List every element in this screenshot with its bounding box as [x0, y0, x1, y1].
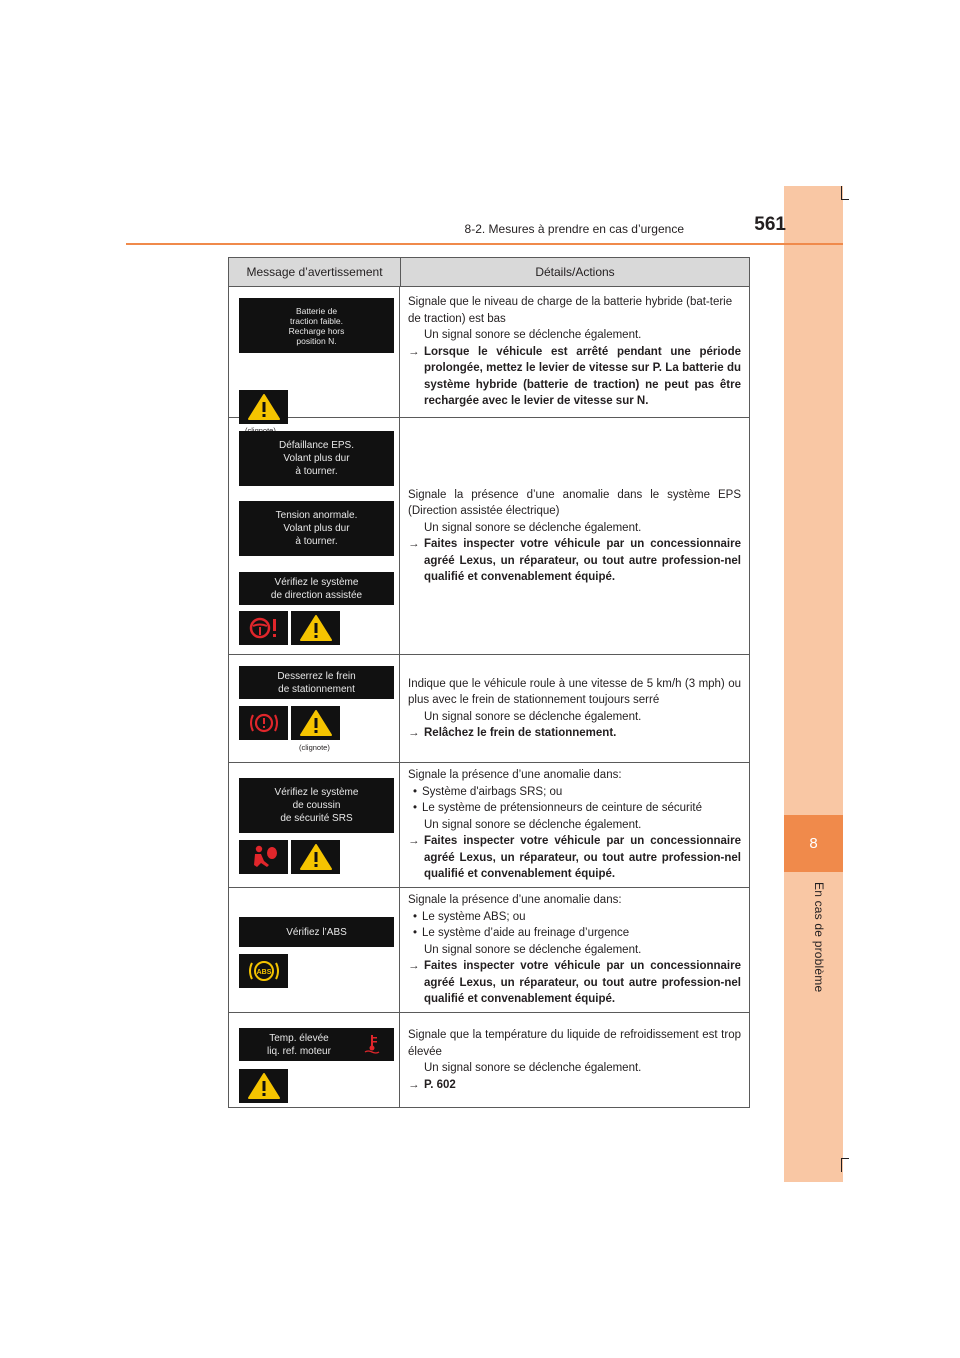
bullet-item	[408, 784, 741, 801]
master-warning-lamp	[291, 611, 340, 645]
bullet-icon: •	[412, 927, 418, 940]
table-row	[229, 418, 749, 655]
message-line: à tourner.	[295, 536, 338, 547]
message-line: Volant plus dur	[283, 523, 350, 534]
message-line: de coussin	[292, 800, 341, 811]
message-line: liq. ref. moteur	[267, 1045, 331, 1057]
message-line: traction faible.	[290, 315, 343, 326]
chapter-label: En cas de problème	[812, 882, 826, 993]
arrow-icon: →	[408, 727, 420, 739]
warning-cell	[229, 655, 400, 762]
action-line	[408, 833, 741, 883]
details-cell	[400, 655, 749, 762]
srs-airbag-red-icon	[247, 843, 281, 871]
display-message-power-steering	[239, 572, 394, 605]
message-line: Volant plus dur	[283, 453, 350, 464]
master-warning-lamp	[239, 1069, 288, 1103]
master-warning-lamp	[291, 840, 340, 874]
arrow-icon: →	[408, 1078, 420, 1091]
warning-cell	[229, 1013, 400, 1107]
details-cell	[400, 418, 749, 654]
warning-triangle-yellow-icon	[247, 1072, 281, 1100]
table-header	[229, 258, 749, 287]
warning-triangle-yellow-icon	[299, 843, 333, 871]
eps-steering-red-icon	[247, 614, 281, 642]
crop-mark-top	[841, 186, 842, 200]
bullet-icon: •	[412, 910, 418, 923]
message-line: Vérifiez le système	[274, 576, 359, 588]
display-message-abs	[239, 917, 394, 947]
bullet-item	[408, 909, 741, 926]
warning-cell	[229, 287, 400, 417]
abs-yellow-icon	[247, 957, 281, 985]
parking-brake-lamp	[239, 706, 288, 740]
details-cell	[400, 888, 749, 1012]
message-line: position N.	[296, 335, 337, 346]
action-text: Lorsque le véhicule est arrêté pendant une période prolongée, mettez le levier de vitesse sur P. La batterie du système hybride (batterie de traction) ne peut pas être rechargée avec le levier de vitesse sur N.	[424, 345, 741, 408]
display-message-coolant	[239, 1028, 394, 1061]
arrow-icon: →	[408, 835, 420, 848]
warning-triangle-yellow-icon	[299, 709, 333, 737]
abs-warning-lamp	[239, 954, 288, 988]
details-text: Signale que la température du liquide de refroidissement est trop élevée	[408, 1029, 741, 1058]
details-text: Indique que le véhicule roule à une vitesse de 5 km/h (3 mph) ou plus avec le frein de stationnement toujours serré	[408, 677, 741, 706]
chapter-number: 8	[784, 815, 843, 872]
column-header-message: Message d’avertissement	[229, 258, 401, 286]
action-line	[408, 1077, 741, 1094]
sound-note: Un signal sonore se déclenche également.	[424, 521, 642, 534]
bullet-icon: •	[412, 785, 418, 798]
message-line: de stationnement	[278, 683, 355, 695]
message-line: Vérifiez le système	[274, 787, 359, 798]
message-line: Vérifiez l’ABS	[286, 926, 347, 938]
master-warning-lamp	[291, 706, 340, 740]
details-cell	[400, 1013, 749, 1107]
arrow-icon: →	[408, 538, 420, 550]
message-line: à tourner.	[295, 466, 338, 477]
coolant-temperature-red-icon	[364, 1034, 380, 1054]
table-row	[229, 763, 749, 888]
details-text: Signale que le niveau de charge de la batterie hybride (bat-terie de traction) est bas	[408, 296, 733, 325]
srs-warning-lamp	[239, 840, 288, 874]
action-text: Faites inspecter votre véhicule par un concessionnaire agréé Lexus, un réparateur, ou tout autre profession-nel qualifié et convenablement équipé.	[424, 960, 741, 1006]
bullet-text: Le système ABS; ou	[422, 910, 526, 923]
message-line: Recharge hors	[288, 325, 345, 336]
message-line: de direction assistée	[270, 589, 363, 601]
action-text: Faites inspecter votre véhicule par un concessionnaire agréé Lexus, un réparateur, ou tout autre profession-nel qualifié et convenablement équipé.	[424, 835, 741, 881]
table-row	[229, 287, 749, 418]
details-text: Signale la présence d’une anomalie dans le système EPS (Direction assistée électrique)	[408, 488, 741, 517]
message-line: Temp. élevée	[269, 1032, 329, 1044]
warning-cell	[229, 763, 400, 887]
display-message-srs	[239, 778, 394, 833]
bullet-text: Le système de prétensionneurs de ceinture de sécurité	[422, 802, 702, 815]
display-message-eps-failure	[239, 431, 394, 486]
display-message-eps-voltage	[239, 501, 394, 556]
message-line: de sécurité SRS	[280, 813, 353, 824]
crop-mark-bottom-foot	[841, 1158, 849, 1159]
warning-cell	[229, 888, 400, 1012]
message-line: Desserrez le frein	[277, 670, 356, 682]
sound-note: Un signal sonore se déclenche également.	[424, 818, 642, 831]
arrow-icon: →	[408, 960, 420, 973]
message-line: Batterie de	[295, 305, 338, 316]
section-title: 8-2. Mesures à prendre en cas d’urgence	[464, 222, 684, 236]
action-line	[408, 725, 741, 742]
action-text: Faites inspecter votre véhicule par un concessionnaire agréé Lexus, un réparateur, ou tout autre profession-nel qualifié et convenablement équipé.	[424, 538, 741, 583]
crop-mark-bottom	[841, 1158, 842, 1172]
table-row	[229, 888, 749, 1013]
bullet-icon: •	[412, 802, 418, 815]
bullet-item	[408, 800, 741, 817]
details-text: Signale la présence d’une anomalie dans:	[408, 894, 622, 907]
eps-warning-lamp	[239, 611, 288, 645]
display-message-battery	[239, 298, 394, 353]
column-header-details: Détails/Actions	[535, 265, 615, 279]
arrow-icon: →	[408, 345, 420, 358]
bullet-item	[408, 925, 741, 942]
warning-message-table	[228, 257, 750, 1108]
sound-note: Un signal sonore se déclenche également.	[424, 1062, 642, 1074]
message-line: Défaillance EPS.	[278, 440, 355, 451]
bullet-text: Système d'airbags SRS; ou	[422, 785, 563, 798]
page-reference-link[interactable]: P. 602	[424, 1078, 456, 1091]
action-line	[408, 536, 741, 586]
sound-note: Un signal sonore se déclenche également.	[424, 943, 642, 956]
warning-triangle-yellow-icon	[247, 393, 281, 421]
header-rule	[126, 243, 843, 245]
page-number: 561	[754, 214, 786, 235]
sound-note: Un signal sonore se déclenche également.	[424, 329, 642, 342]
crop-mark-top-foot	[841, 199, 849, 200]
warning-triangle-yellow-icon	[299, 614, 333, 642]
display-message-parking-brake	[239, 666, 394, 699]
action-line	[408, 344, 741, 410]
blink-caption: (clignote)	[299, 743, 330, 752]
bullet-text: Le système d’aide au freinage d’urgence	[422, 927, 630, 940]
table-row	[229, 655, 749, 763]
action-line	[408, 958, 741, 1008]
sound-note: Un signal sonore se déclenche également.	[424, 710, 642, 723]
parking-brake-red-icon	[247, 709, 281, 737]
message-line: Tension anormale.	[275, 510, 358, 521]
warning-cell	[229, 418, 400, 654]
details-cell	[400, 763, 749, 887]
details-text: Signale la présence d’une anomalie dans:	[408, 769, 622, 782]
svg-text:ABS: ABS	[256, 969, 271, 976]
chapter-side-tab	[784, 186, 843, 1182]
details-cell	[400, 287, 749, 417]
action-text: Relâchez le frein de stationnement.	[424, 727, 617, 739]
table-row	[229, 1013, 749, 1107]
